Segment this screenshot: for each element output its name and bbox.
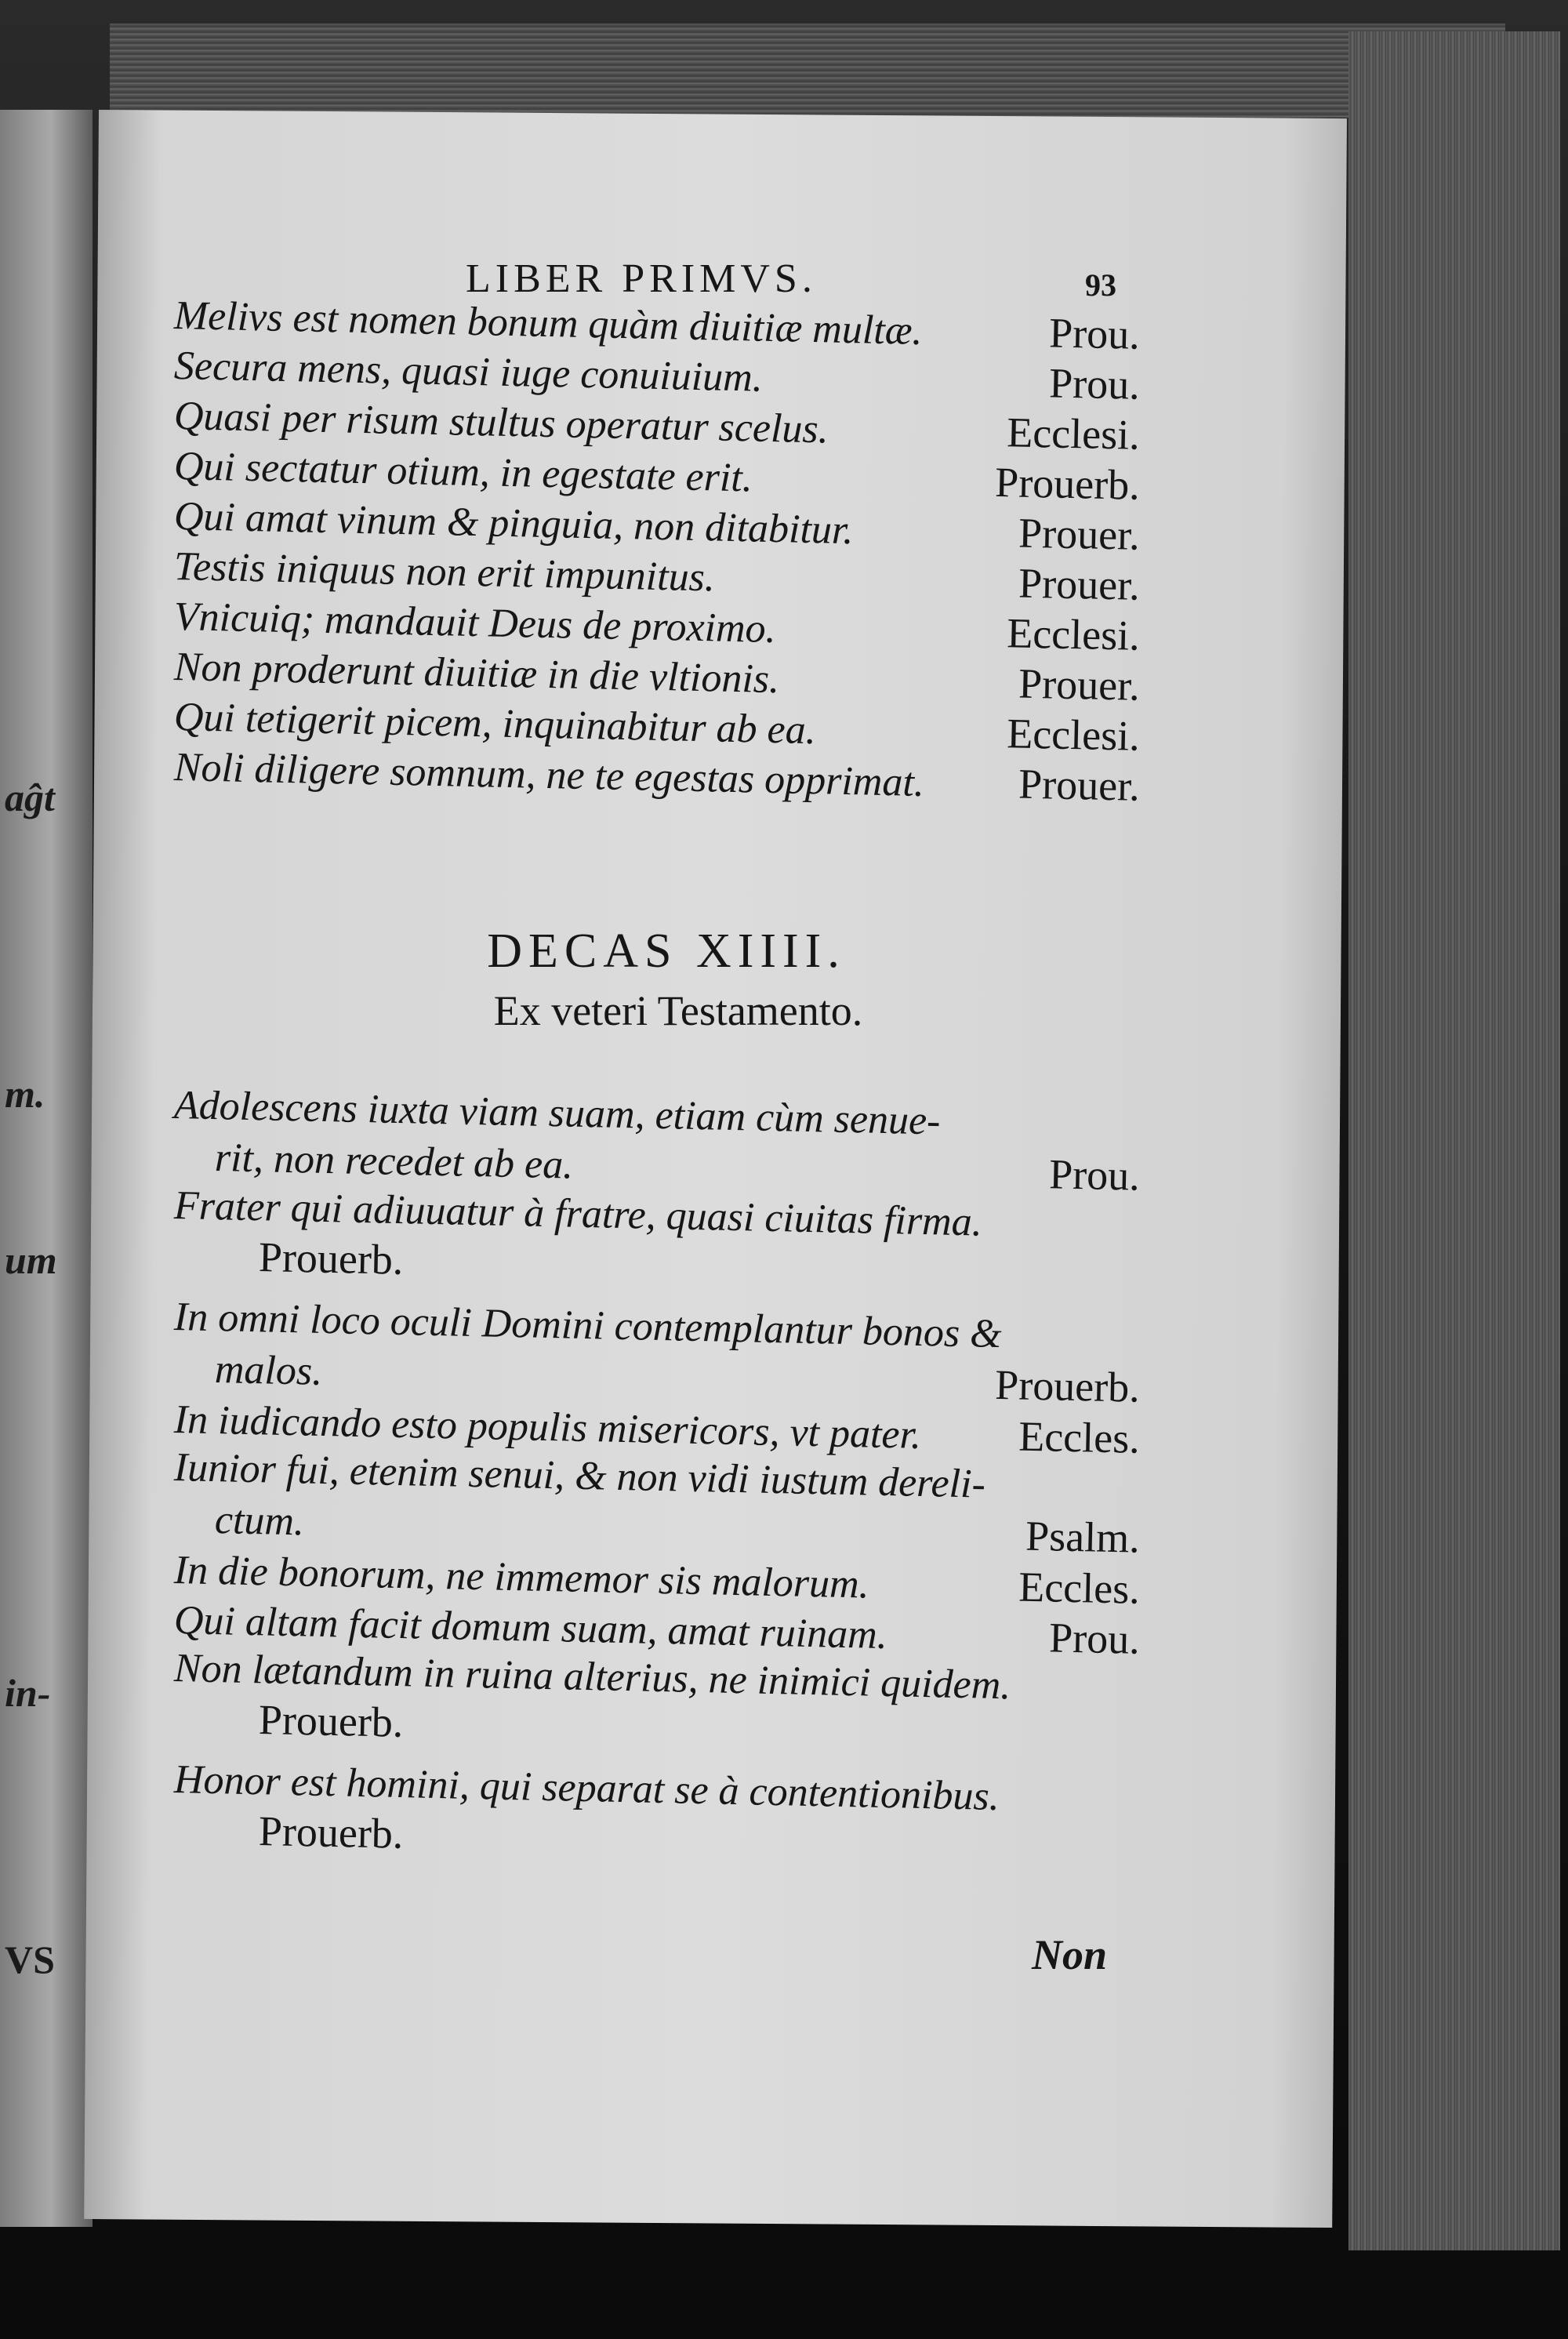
- sentence-text: Qui tetigerit picem, inquinabitur ab ea.: [173, 695, 817, 754]
- sentence-text: rit, non recedet ab ea.: [214, 1135, 574, 1188]
- sentence-text: Vnicuiq; mandauit Deus de proximo.: [173, 594, 777, 652]
- sentence-text: Iunior fui, etenim senui, & non vidi iustum dereli-: [173, 1445, 986, 1507]
- source-ref: Prou.: [1048, 1614, 1141, 1663]
- source-ref: Prou.: [1048, 359, 1141, 409]
- source-ref: Psalm.: [1025, 1512, 1141, 1562]
- source-ref: Prouerb.: [258, 1696, 405, 1746]
- source-ref: Prouer.: [1018, 659, 1141, 710]
- sentence-text: In omni loco oculi Domini contemplantur bonos &: [173, 1295, 1003, 1357]
- source-ref: Prouerb.: [994, 1360, 1141, 1411]
- left-page-margin: [0, 110, 93, 2227]
- source-ref: Eccles.: [1018, 1412, 1141, 1462]
- left-fragment: VS: [5, 1938, 55, 1981]
- source-ref: Prouerb.: [994, 458, 1141, 509]
- section-heading: DECAS XIIII.: [487, 924, 846, 978]
- source-ref: Prouer.: [1018, 760, 1141, 810]
- sentence-text: In iudicando esto populis misericors, vt pater.: [173, 1397, 922, 1458]
- sentence-text: Non proderunt diuitiæ in die vltionis.: [173, 645, 780, 703]
- sentence-text: Frater qui adiuuatur à fratre, quasi ciuitas firma.: [173, 1183, 983, 1245]
- sentence-text: Non lætandum in ruina alterius, ne inimici quidem.: [173, 1646, 1011, 1709]
- left-fragment: um: [5, 1238, 57, 1282]
- sentence-text: Melivs est nomen bonum quàm diuitiæ multæ.: [173, 293, 924, 354]
- book-page-edges: [1348, 31, 1560, 2250]
- sentence-text: Secura mens, quasi iuge conuiuium.: [173, 343, 764, 401]
- sentence-text: Honor est homini, qui separat se à contentionibus.: [173, 1757, 1000, 1820]
- source-ref: Eccles.: [1018, 1563, 1141, 1613]
- source-ref: Prouerb.: [258, 1233, 405, 1284]
- source-ref: Ecclesi.: [1006, 710, 1141, 760]
- left-fragment: m.: [5, 1072, 45, 1116]
- page-number: 93: [1085, 267, 1116, 303]
- left-fragment: in-: [5, 1671, 51, 1715]
- source-ref: Prouerb.: [258, 1807, 405, 1858]
- sentence-text: Noli diligere somnum, ne te egestas opprimat.: [173, 745, 925, 806]
- sentence-text: malos.: [214, 1347, 323, 1394]
- source-ref: Ecclesi.: [1006, 609, 1141, 659]
- sentence-text: Quasi per risum stultus operatur scelus.: [173, 394, 829, 452]
- sentence-text: Qui amat vinum & pinguia, non ditabitur.: [173, 494, 855, 554]
- catchword: Non: [1032, 1931, 1108, 1978]
- sentence-text: Qui altam facit domum suam, amat ruinam.: [173, 1598, 888, 1658]
- sentence-text: ctum.: [214, 1498, 305, 1545]
- left-fragment: aĝt: [5, 775, 55, 819]
- sentence-text: Adolescens iuxta viam suam, etiam cùm senue-: [173, 1083, 942, 1144]
- source-ref: Prou.: [1048, 1150, 1141, 1200]
- sentence-text: In die bonorum, ne immemor sis malorum.: [173, 1548, 870, 1607]
- book-top-edge: [110, 24, 1505, 118]
- sentence-text: Testis iniquus non erit impunitus.: [173, 544, 716, 601]
- source-ref: Prouer.: [1018, 559, 1141, 609]
- source-ref: Ecclesi.: [1006, 409, 1141, 459]
- running-head: LIBER PRIMVS.: [466, 256, 817, 301]
- source-ref: Prouer.: [1018, 509, 1141, 559]
- section-subtitle: Ex veteri Testamento.: [493, 987, 863, 1034]
- source-ref: Prou.: [1048, 309, 1141, 358]
- sentence-text: Qui sectatur otium, in egestate erit.: [173, 444, 753, 501]
